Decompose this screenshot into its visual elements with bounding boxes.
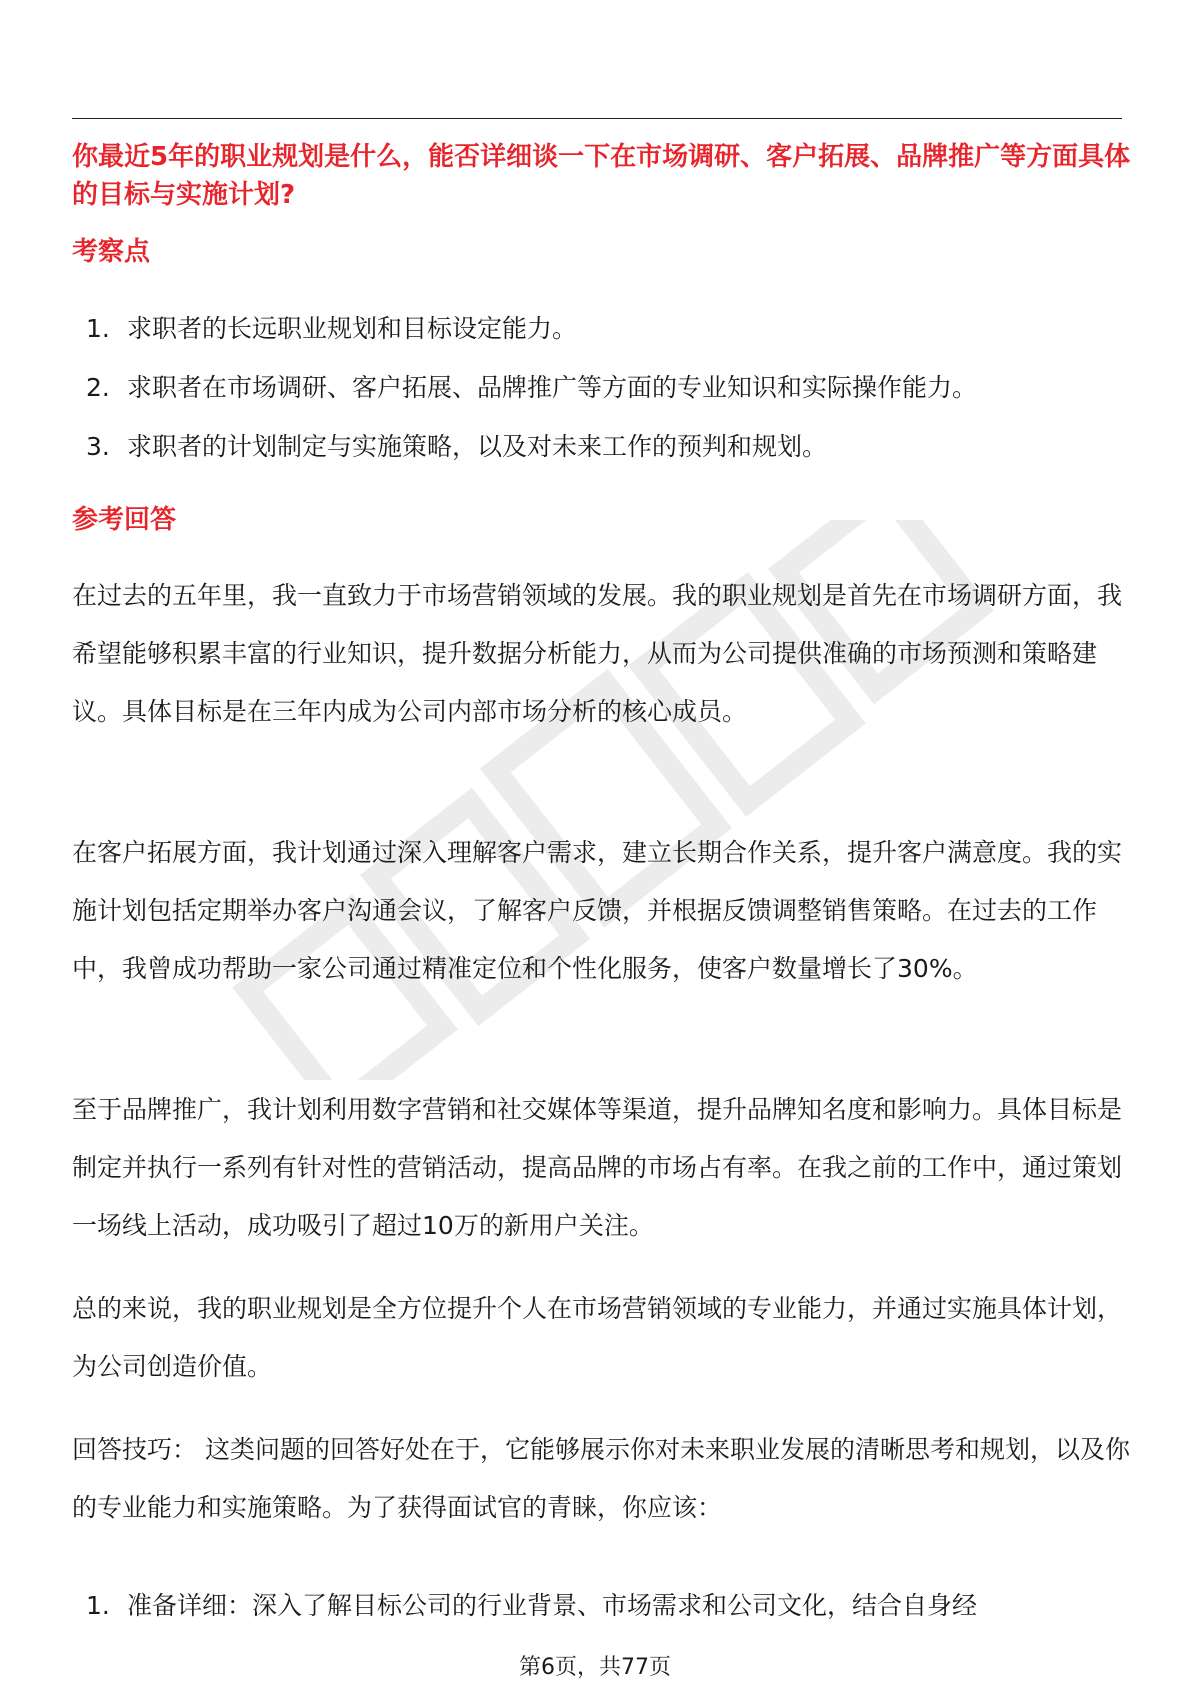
answer-paragraph: 在过去的五年里，我一直致力于市场营销领域的发展。我的职业规划是首先在市场调研方面，我希望能够积累丰富的行业知识，提升数据分析能力，从而为公司提供准确的市场预测和策略建议。具体目标是在三年内成为公司内部市场分析的核心成员。 bbox=[72, 581, 1123, 726]
list-item-text: 准备详细：深入了解目标公司的行业背景、市场需求和公司文化，结合自身经 bbox=[127, 1591, 978, 1620]
list-item bbox=[72, 312, 1132, 346]
assessment-list bbox=[72, 312, 1132, 489]
list-item-text: 求职者的计划制定与实施策略，以及对未来工作的预判和规划。 bbox=[127, 432, 828, 461]
question-title: 你最近5年的职业规划是什么，能否详细谈一下在市场调研、客户拓展、品牌推广等方面具体的目标与实施计划? bbox=[72, 142, 1131, 210]
answer-paragraph: 总的来说，我的职业规划是全方位提升个人在市场营销领域的专业能力，并通过实施具体计划，为公司创造价值。 bbox=[72, 1294, 1123, 1381]
list-item-number: 1. bbox=[86, 314, 110, 343]
assessment-heading: 考察点 bbox=[72, 237, 151, 267]
list-item-number: 3. bbox=[86, 432, 110, 461]
answer-heading: 参考回答 bbox=[72, 505, 177, 535]
page-footer: 第6页，共77页 bbox=[519, 1655, 671, 1680]
tips-list bbox=[72, 1589, 1132, 1623]
list-item bbox=[72, 1589, 1132, 1623]
list-item-number: 1. bbox=[86, 1591, 110, 1620]
answer-tips-intro: 回答技巧： 这类问题的回答好处在于，它能够展示你对未来职业发展的清晰思考和规划，以及你的专业能力和实施策略。为了获得面试官的青睐，你应该： bbox=[72, 1435, 1130, 1522]
list-item bbox=[72, 430, 1132, 464]
answer-paragraph: 至于品牌推广，我计划利用数字营销和社交媒体等渠道，提升品牌知名度和影响力。具体目标是制定并执行一系列有针对性的营销活动，提高品牌的市场占有率。在我之前的工作中，通过策划一场线上活动，成功吸引了超过10万的新用户关注。 bbox=[72, 1095, 1123, 1240]
list-item bbox=[72, 371, 1132, 405]
answer-paragraph: 在客户拓展方面，我计划通过深入理解客户需求，建立长期合作关系，提升客户满意度。我的实施计划包括定期举办客户沟通会议，了解客户反馈，并根据反馈调整销售策略。在过去的工作中，我曾成功帮助一家公司通过精准定位和个性化服务，使客户数量增长了30%。 bbox=[72, 838, 1123, 983]
list-item-text: 求职者的长远职业规划和目标设定能力。 bbox=[127, 314, 578, 343]
top-rule bbox=[72, 118, 1122, 119]
list-item-text: 求职者在市场调研、客户拓展、品牌推广等方面的专业知识和实际操作能力。 bbox=[127, 373, 978, 402]
list-item-number: 2. bbox=[86, 373, 110, 402]
